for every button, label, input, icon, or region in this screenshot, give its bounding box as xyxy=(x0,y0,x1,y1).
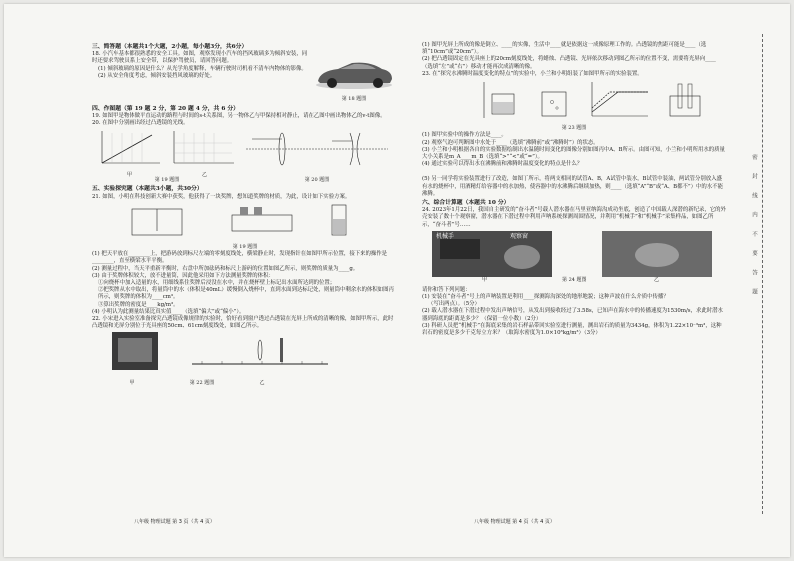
figure-24-label-yi: 乙 xyxy=(654,276,660,283)
figure-19 xyxy=(92,127,242,177)
label-mechanical-hand: 机械手 xyxy=(436,232,455,240)
lens-diagram xyxy=(242,127,392,169)
footer-right: 八年级 物理试题 第 4 页（共 4 页） xyxy=(474,519,555,525)
section-6-heading: 六、综合计算题（本题共 10 分） xyxy=(422,200,510,207)
question-21-part-2: (2) 测量过程中，当天平重新平衡时，右盘中所加砝码和标尺上游码的位置如图乙所示，则奖牌的质量为____g。 xyxy=(92,265,359,272)
question-24-part-2: (2) 载人潜水器在下潜过程中发出声呐信号，从发出到接收经过了3.58s，已知声在海水中的传播速度为1530m/s，求此时潜水器到海底的距离是多少？（保留一位小数）（2分） xyxy=(422,308,723,322)
question-18: 18. 小汽车基本都很熟悉的安全工具。如图，观察发现小汽车的挡风玻璃多为倾斜安装，同时还要求驾驶员系上安全带，以保护驾驶员，请回答问题。 xyxy=(92,51,308,65)
boiling-experiment xyxy=(422,78,722,122)
question-20: 20. 在图中分别画出经过凸透镜的光线。 xyxy=(92,120,189,127)
figure-24-label-jia: 甲 xyxy=(482,276,488,283)
st-vt-graphs xyxy=(92,127,242,169)
figure-24-caption: 第 24 题图 xyxy=(562,276,587,283)
figure-18 xyxy=(310,51,398,103)
question-18-part-1: (1) 倾斜玻璃的原因是什么？从光学角度解释，车辆行驶时司机看不清车内物体的影像。 xyxy=(98,65,307,72)
question-23-part-5: (5) 另一同学将实验装置进行了改造，如图丁所示，将两支相同的试管A、B，A试管中装水，B试管中装油，两试管分别放入盛有水的烧杯中，用酒精灯给容器中的水加热，使容器中的水沸腾后继续加热，则____（选填“A”“B”或“A、B都不”）中的水不能沸腾。 xyxy=(422,176,723,197)
right-column xyxy=(422,42,726,337)
question-24-part-1-note: （写出两点）。（5分） xyxy=(428,301,480,308)
figure-19-label-jia: 甲 xyxy=(126,172,132,179)
question-24-part-3: (3) 科研人员把“机械手”在海底采集的岩石样品带回实验室进行测量，测出岩石的质量为3434g，体积为1.22×10⁻³m³，这种岩石的密度是多少千克每立方米？（取海水密度为1.0×10³kg/m³）（3分） xyxy=(422,322,722,337)
exam-sheet xyxy=(4,4,790,557)
question-21: 21. 如图，小明在科技创新大赛中获奖，他获得了一块奖牌，想知道奖牌的材质，为此，设计如下实验方案。 xyxy=(92,193,351,200)
figure-21 xyxy=(92,201,398,251)
question-23-part-1: (1) 图甲实验中的操作方法是____。 xyxy=(422,132,507,139)
question-19: 19. 如图甲是物体做平直运动的路程与时间的s-t关系图，另一物体乙与甲保持相对静止，请在乙图中画出物体乙的v-t图像。 xyxy=(92,112,386,119)
question-18-part-2: (2) 从安全角度考虑，倾斜安装挡风玻璃的好处。 xyxy=(98,72,216,79)
figure-22-caption: 第 22 题图 xyxy=(189,379,215,386)
figure-23-caption: 第 23 题图 xyxy=(561,125,587,132)
question-23-part-2: (2) 观察气泡可判断图中水处于____（选填“沸腾前”或“沸腾时”）的状态。 xyxy=(422,139,599,146)
question-23-part-4: (4) 通过实验可以得出水在沸腾前和沸腾时温度变化的特点是什么？ xyxy=(422,161,583,168)
figure-19-caption: 第 19 题图 xyxy=(154,177,180,184)
question-23: 23. 在“探究水沸腾时温度变化的特点”的实验中，小兰和小明组装了如图甲所示的实验装置。 xyxy=(422,70,643,77)
question-23-part-3: (3) 小兰和小明根据各自的实验数据绘制出水温随时间变化的图像分别如图丙中A、B所示。由图可知，小兰和小明所用水的质量大小关系是m_A____m_B（选填“>”“<”或“=”）。 xyxy=(422,146,725,161)
question-22-part-2: (2) 把凸透镜固定在光具座上的20cm刻度线处，将蜡烛、凸透镜、光屏依次移动到图乙所示的位置不变，需要将光屏向____（选填“左”或“右”）移动才能再次成清晰的像。 xyxy=(422,56,716,70)
question-21-part-3: (3) 由于奖牌体积较大，放不进量筒，因此他采用如下方法测量奖牌的体积： xyxy=(92,272,274,279)
figure-20 xyxy=(242,127,392,177)
car-illustration xyxy=(310,51,398,93)
figure-18-caption: 第 18 题图 xyxy=(341,96,367,103)
footer-left: 八年级 物理试题 第 3 页（共 4 页） xyxy=(134,519,215,525)
seal-line-text: 密 封 线 内 不 要 答 题 xyxy=(751,154,757,301)
question-21-part-3c: ③算出奖牌的密度是____kg/m³。 xyxy=(98,301,179,308)
question-24-intro: 请你和答下列问题： xyxy=(422,286,471,293)
figure-24 xyxy=(422,229,726,287)
figure-20-caption: 第 20 题图 xyxy=(304,177,330,184)
balance-and-cylinder xyxy=(92,201,392,241)
optical-bench xyxy=(92,330,392,376)
label-observation-window: 观察窗 xyxy=(510,232,529,240)
figure-23 xyxy=(422,78,726,132)
figure-22 xyxy=(92,330,398,386)
section-4-heading: 四、作图题（第 19 题 2 分，第 20 题 4 分，共 6 分） xyxy=(92,105,239,112)
question-21-part-3a: ①向烧杯中加入适量的水，用细线系住奖牌后浸没在水中，并在烧杯壁上标记出水面所达到的位置； xyxy=(98,280,336,287)
question-24-part-1: (1) 安装在“奋斗者”号上的声呐装置是利用____探测海沟深处的地形地貌；这种声波在什么介质中传播？ xyxy=(422,294,669,301)
question-22: 22. 小宋进入实验室准备探究凸透镜成像规律的实验时，恰好看到窗户透过凸透镜在光屏上所成的清晰的像，如图甲所示，此时凸透镜和光屏分别位于光具座的50cm、61cm刻度线处，如图乙所示。 xyxy=(92,316,394,330)
section-3-heading: 三、简答题（本题共1个大题，2小题，每小题3分，共6分） xyxy=(92,44,248,50)
figure-19-label-yi: 乙 xyxy=(201,172,207,179)
question-22-part-1: (1) 图甲光屏上所成的像是倒立、____的实像，生活中____就是依据这一成像原理工作的。凸透镜的焦距可能是____（选填“10cm”或“20cm”）。 xyxy=(422,42,707,56)
question-21-part-3b: ②把奖牌从水中取出，将量筒中的水（体积是40mL）缓慢倒入烧杯中，直到水面到达标记处，则量筒中剩余水的体积如图丙所示，则奖牌的体积为____cm³。 xyxy=(98,287,394,301)
submersible-photos xyxy=(422,229,722,281)
figure-22-label-yi: 乙 xyxy=(259,379,265,386)
section-5-heading: 五、实验探究题（本题共3小题，共30分） xyxy=(92,186,203,193)
seal-line xyxy=(762,34,763,514)
left-column xyxy=(92,42,398,387)
question-21-part-4: (4) 小明认为此测量结果比真实值____（选填“偏大”或“偏小”）。 xyxy=(92,308,245,315)
figure-22-label-jia: 甲 xyxy=(129,379,135,386)
figure-21-caption: 第 19 题图 xyxy=(232,244,258,251)
question-24: 24. 2023年1月22日，我国自主研发的“奋斗者”号载人潜水器在马里亚纳海沟成功坐底，创造了中国载人深潜的新纪录，它的外壳安装了数十个观察窗，潜水器在下潜过程中利用声呐系统探测周围情况，并利用“机械手”和“机械手”采集样品，如图乙所示，“奋斗者”号…… xyxy=(422,207,726,228)
question-21-part-1: (1) 把天平放在________上，把游码放到标尺左端的零刻度线处，横梁静止时，发现指针在如图甲所示位置，接下来的操作是________，直至横梁水平平衡。 xyxy=(92,251,388,265)
